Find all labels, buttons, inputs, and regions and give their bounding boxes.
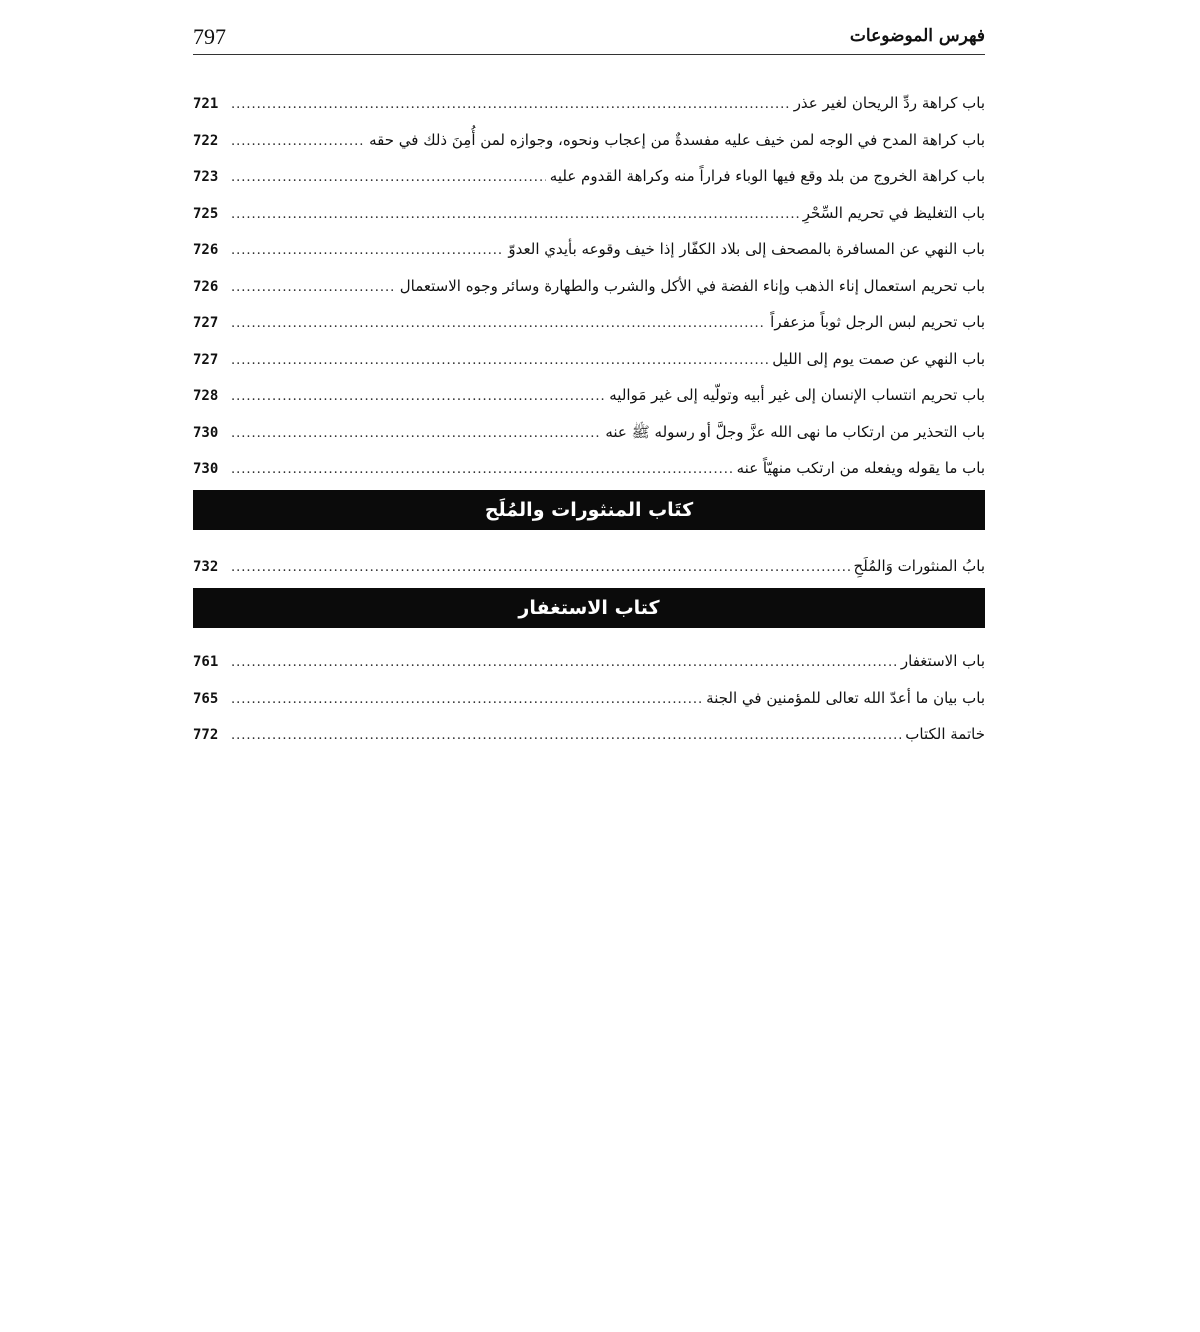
toc-group-2 bbox=[193, 548, 985, 585]
dot-leader bbox=[231, 718, 901, 755]
toc-entry[interactable] bbox=[193, 231, 985, 268]
entry-title: باب كراهة ردِّ الريحان لغير عذر bbox=[793, 94, 985, 112]
entry-title: باب كراهة المدح في الوجه لمن خيف عليه مفسدةٌ من إعجاب ونحوه، وجوازه لمن أُمِنَ ذلك في حقه bbox=[369, 130, 985, 149]
dot-leader bbox=[231, 645, 897, 682]
entry-page: 730 bbox=[193, 424, 219, 441]
dot-leader bbox=[231, 124, 365, 161]
dot-leader bbox=[231, 452, 733, 489]
entry-page: 730 bbox=[193, 461, 219, 477]
entry-title: بابُ المنثورات وَالمُلَحِ bbox=[853, 557, 985, 575]
dot-leader bbox=[231, 682, 702, 719]
entry-title: باب النهي عن المسافرة بالمصحف إلى بلاد الكفّار إذا خيف وقوعه بأيدي العدوّ bbox=[508, 240, 985, 258]
toc-entry[interactable] bbox=[193, 158, 985, 195]
entry-page: 726 bbox=[193, 278, 219, 295]
dot-leader bbox=[231, 270, 396, 307]
dot-leader bbox=[231, 160, 546, 197]
entry-title: باب النهي عن صمت يوم إلى الليل bbox=[772, 349, 985, 368]
running-header bbox=[193, 22, 985, 55]
entry-title: باب بيان ما أعدّ الله تعالى للمؤمنين في الجنة bbox=[706, 688, 985, 707]
dot-leader bbox=[231, 416, 601, 453]
dot-leader bbox=[231, 87, 790, 124]
entry-title: باب تحريم انتساب الإنسان إلى غير أبيه وتولّيه إلى غير مَواليه bbox=[609, 386, 985, 404]
toc-entry[interactable] bbox=[193, 377, 985, 414]
toc-entry[interactable] bbox=[193, 195, 985, 232]
entry-page: 727 bbox=[193, 351, 219, 368]
entry-page: 728 bbox=[193, 388, 219, 404]
entry-title: باب تحريم لبس الرجل ثوباً مزعفراً bbox=[770, 313, 985, 331]
dot-leader bbox=[231, 306, 766, 343]
entry-page: 721 bbox=[193, 96, 219, 112]
toc-group-3 bbox=[193, 643, 985, 753]
toc-entry[interactable] bbox=[193, 85, 985, 122]
entry-page: 726 bbox=[193, 242, 219, 258]
section-heading: كتاب الاستغفار bbox=[193, 588, 985, 628]
dot-leader bbox=[231, 550, 850, 587]
toc-entry[interactable] bbox=[193, 304, 985, 341]
page-number: 797 bbox=[193, 24, 226, 49]
toc-entry[interactable] bbox=[193, 680, 985, 717]
toc-entry[interactable] bbox=[193, 122, 985, 159]
section-heading: كتَاب المنثورات والمُلَح bbox=[193, 490, 985, 530]
entry-title: باب التحذير من ارتكاب ما نهى الله عزَّ وجلَّ أو رسوله ﷺ عنه bbox=[605, 422, 985, 441]
entry-page: 765 bbox=[193, 690, 219, 707]
entry-page: 732 bbox=[193, 559, 219, 575]
dot-leader bbox=[231, 197, 799, 234]
toc-entry[interactable] bbox=[193, 716, 985, 753]
entry-page: 727 bbox=[193, 315, 219, 331]
dot-leader bbox=[231, 233, 504, 270]
toc-group-1 bbox=[193, 85, 985, 487]
toc-entry[interactable] bbox=[193, 414, 985, 451]
toc-entry[interactable] bbox=[193, 341, 985, 378]
toc-entry[interactable] bbox=[193, 450, 985, 487]
entry-page: 772 bbox=[193, 727, 219, 743]
entry-page: 723 bbox=[193, 169, 219, 185]
dot-leader bbox=[231, 379, 605, 416]
entry-title: باب ما يقوله ويفعله من ارتكب منهيّاً عنه bbox=[736, 459, 985, 477]
entry-title: باب كراهة الخروج من بلد وقع فيها الوباء فراراً منه وكراهة القدوم عليه bbox=[549, 167, 985, 185]
entry-page: 722 bbox=[193, 132, 219, 149]
toc-entry[interactable] bbox=[193, 268, 985, 305]
toc-entry[interactable] bbox=[193, 643, 985, 680]
entry-title: باب التغليظ في تحريم السِّحْرِ bbox=[802, 203, 985, 222]
entry-page: 725 bbox=[193, 205, 219, 222]
entry-title: باب الاستغفار bbox=[900, 652, 985, 670]
dot-leader bbox=[231, 343, 768, 380]
header-title: فهرس الموضوعات bbox=[849, 26, 985, 46]
entry-title: خاتمة الكتاب bbox=[905, 725, 985, 743]
entry-title: باب تحريم استعمال إناء الذهب وإناء الفضة في الأكل والشرب والطهارة وسائر وجوه الاستعمال bbox=[399, 276, 985, 295]
toc-entry[interactable] bbox=[193, 548, 985, 585]
entry-page: 761 bbox=[193, 654, 219, 670]
